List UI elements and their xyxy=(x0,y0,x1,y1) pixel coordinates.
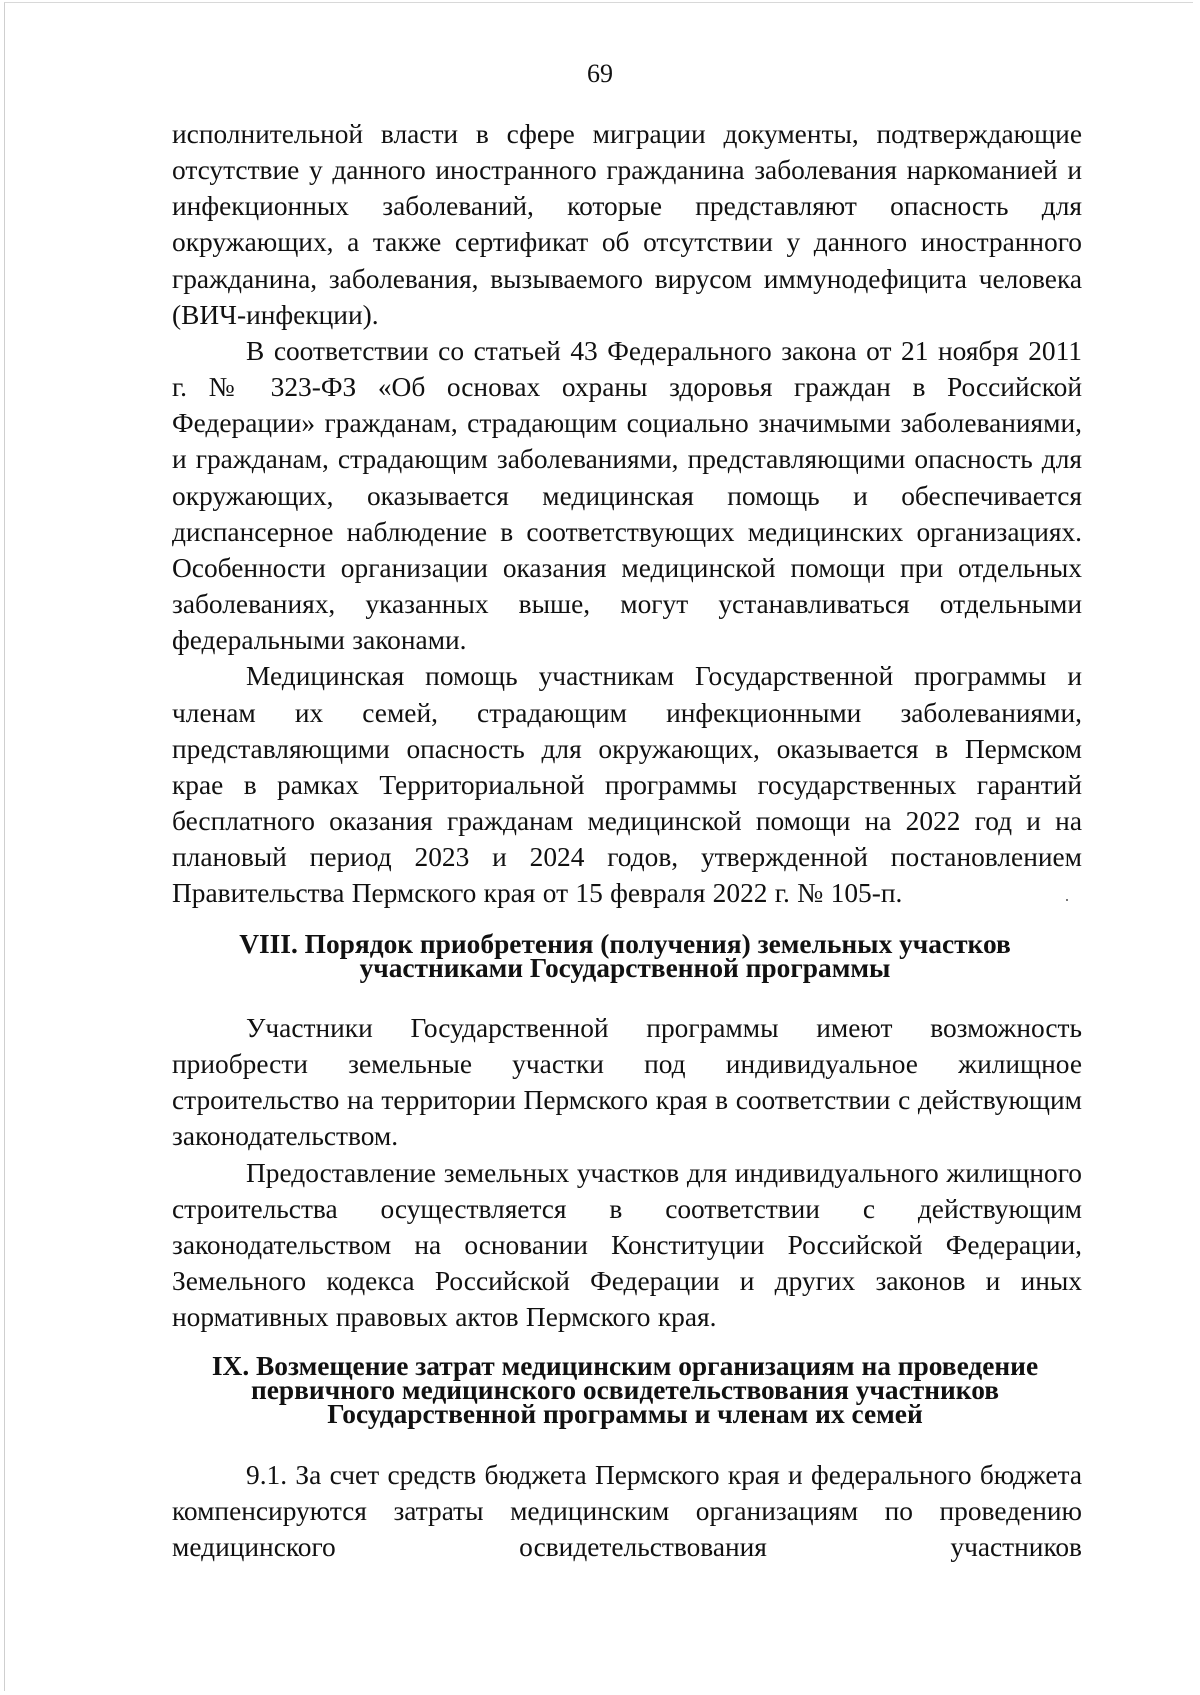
paragraph-medical-help-participants: Медицинская помощь участникам Государственной программы и членам их семей, страдающим инфекционными заболеваниями, представляющими опасность для окружающих, оказывается в Пермском крае в рамках Территориальной программы государственных гарантий бесплатного оказания гражданам медицинской помощи на 2022 год и на плановый период 2023 и 2024 годов, утвержденной постановлением Правительства Пермского края от 15 февраля 2022 г. № 105-п. xyxy=(172,661,1082,909)
scan-speck xyxy=(1066,899,1068,901)
text-block-cost-compensation xyxy=(172,1457,1082,1565)
page-number: 69 xyxy=(587,59,613,88)
section-9-heading-line-2: первичного медицинского освидетельствования участников xyxy=(250,1375,1000,1405)
text-block-land-plots xyxy=(172,1010,1082,1335)
paragraph-land-plots-possibility: Участники Государственной программы имеют возможность приобрести земельные участки под индивидуальное жилищное строительство на территории Пермского края в соответствии с действующим законодательством. xyxy=(172,1013,1082,1152)
paragraph-federal-law-323: В соответствии со статьей 43 Федерального закона от 21 ноября 2011 г. № 323-ФЗ «Об основах охраны здоровья граждан в Российской Федерации» гражданам, страдающим социально значимыми заболеваниями, и гражданам, страдающим заболеваниями, представляющими опасность для окружающих, оказывается медицинская помощь и обеспечивается диспансерное наблюдение в соответствующих медицинских организациях. Особенности организации оказания медицинской помощи при отдельных заболеваниях, указанных выше, могут устанавливаться отдельными федеральными законами. xyxy=(172,335,1082,656)
section-8-heading-line-2: участниками Государственной программы xyxy=(359,953,891,983)
paragraph-cost-compensation: 9.1. За счет средств бюджета Пермского края и федерального бюджета компенсируются затраты медицинским организациям по проведению медицинского освидетельствования участников xyxy=(172,1460,1082,1563)
section-9-heading-line-3: Государственной программы и членам их семей xyxy=(327,1399,923,1429)
section-9-heading xyxy=(150,1351,1100,1429)
section-9-heading-line-1: IX. Возмещение затрат медицинским организациям на проведение xyxy=(211,1351,1039,1381)
paragraph-land-plots-provision: Предоставление земельных участков для индивидуального жилищного строительства осуществляется в соответствии с действующим законодательством на основании Конституции Российской Федерации, Земельного кодекса Российской Федерации и других законов и иных нормативных правовых актов Пермского края. xyxy=(172,1157,1082,1333)
section-8-heading-line-1: VIII. Порядок приобретения (получения) земельных участков xyxy=(239,929,1011,959)
text-block-medical xyxy=(172,116,1082,911)
section-8-heading xyxy=(150,929,1100,983)
paragraph-migration-documents: исполнительной власти в сфере миграции документы, подтверждающие отсутствие у данного иностранного гражданина заболевания наркоманией и инфекционных заболеваний, которые представляют опасность для окружающих, а также сертификат об отсутствии у данного иностранного гражданина, заболевания, вызываемого вирусом иммунодефицита человека (ВИЧ-инфекции). xyxy=(172,119,1082,330)
